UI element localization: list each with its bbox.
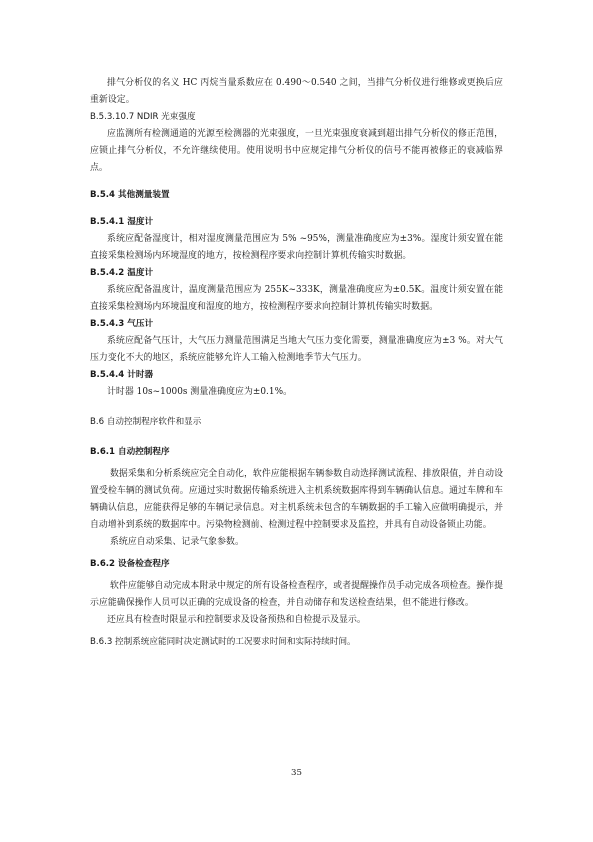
paragraph-b-6-3: B.6.3 控制系统应能同时决定测试时的工况要求时间和实际持续时间。	[90, 637, 356, 647]
paragraph-thermometer: 系统应配备温度计，温度测量范围应为 255K~333K，测量准确度应为±0.5K。温度计须安置在能直接采集检测场内环境温度和湿度的地方，按检测程序要求向控制计算机传输实时数据。	[90, 285, 503, 312]
paragraph-hc-propane-coefficient: 排气分析仪的名义 HC 丙烷当量系数应在 0.490～0.540 之间，当排气分析仪进行维修或更换后应重新设定。	[90, 78, 503, 105]
paragraph-equipment-check: 软件应能够自动完成本附录中规定的所有设备检查程序，或者提醒操作员手动完成各项检查。操作提示应能确保操作人员可以正确的完成设备的检查，并自动储存和发送检查结果，但不能进行修改。	[90, 581, 503, 608]
heading-b-5-4-3-text: B.5.4.3 气压计	[90, 319, 154, 329]
paragraph-weather-params: 系统应自动采集、记录气象参数。	[110, 537, 244, 547]
heading-b-5-4-4	[90, 367, 503, 384]
paragraph-auto-control: 数据采集和分析系统应完全自动化，软件应能根据车辆参数自动选择测试流程、排放限值，并自动设置受检车辆的测试负荷。应通过实时数据传输系统进入主机系统数据库得到车辆确认信息。通过车牌和车辆确认信息，应能获得足够的车辆记录信息。对主机系统未包含的车辆数据的手工输入应做明确提示，并自动增补到系统的数据库中。污染物检测前、检测过程中控制要求及监控，并具有自动设备锁止功能。	[90, 469, 503, 530]
heading-b-5-4-2	[90, 265, 503, 282]
heading-b-5-4-2-text: B.5.4.2 温度计	[90, 268, 154, 278]
spacer	[90, 204, 503, 214]
heading-b-5-3-10-7: B.5.3.10.7 NDIR 光束强度	[90, 112, 196, 122]
heading-b-5-4	[90, 187, 503, 204]
paragraph-check-time-limit: 还应具有检查时限显示和控制要求及设备预热和自检提示及显示。	[107, 615, 366, 625]
paragraph-barometer: 系统应配备气压计，大气压力测量范围满足当地大气压力变化需要，测量准确度应为±3 %。对大气压力变化不大的地区，系统应能够允许人工输入检测地季节大气压力。	[90, 336, 503, 363]
heading-b-5-4-3	[90, 316, 503, 333]
heading-b-6-1-text: B.6.1 自动控制程序	[90, 447, 170, 457]
heading-b-5-4-1-text: B.5.4.1 湿度计	[90, 217, 154, 227]
paragraph-beam-intensity: 应监测所有检测通道的光源至检测器的光束强度，一旦光束强度衰减到超出排气分析仪的修正范围，应锁止排气分析仪，不允许继续使用。使用说明书中应规定排气分析仪的信号不能再被修正的衰减临界点。	[90, 129, 503, 173]
heading-b-6-2	[90, 556, 503, 573]
spacer	[90, 177, 503, 187]
spacer	[90, 401, 503, 414]
heading-b-6: B.6 自动控制程序软件和显示	[90, 417, 202, 427]
page-content	[90, 75, 503, 651]
page-number: 35	[291, 768, 302, 778]
heading-b-5-4-text: B.5.4 其他测量装置	[90, 190, 170, 200]
spacer	[90, 431, 503, 444]
heading-b-6-1	[90, 444, 503, 461]
paragraph-timer: 计时器 10s~1000s 测量准确度应为±0.1%。	[107, 387, 293, 397]
heading-b-6-2-text: B.6.2 设备检查程序	[90, 559, 170, 569]
paragraph-hygrometer: 系统应配备湿度计，相对湿度测量范围应为 5% ~95%，测量准确度应为±3%。湿度计须安置在能直接采集检测场内环境湿度的地方，按检测程序要求向控制计算机传输实时数据。	[90, 234, 503, 261]
heading-b-5-4-4-text: B.5.4.4 计时器	[90, 370, 154, 380]
heading-b-5-4-1	[90, 214, 503, 231]
